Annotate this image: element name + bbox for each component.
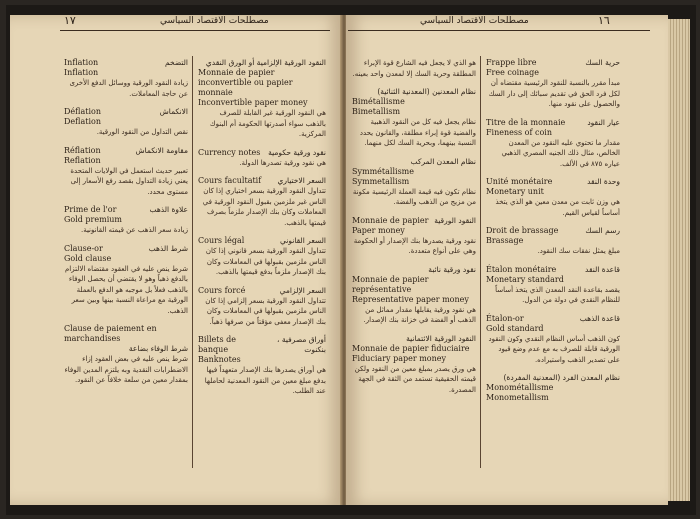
entry [486, 373, 620, 403]
entry-term-en: Paper money [352, 225, 405, 235]
entry [64, 58, 188, 99]
entry-term-en: Gold standard [486, 323, 544, 333]
entry [352, 58, 476, 79]
entry-term-fr: Clause-or [64, 243, 103, 253]
entry-term-ar: قاعدة الذهب [579, 313, 620, 323]
left-header-rule [60, 30, 330, 31]
entry-term-ar: السعر الإلزامي [279, 285, 326, 295]
entry [486, 265, 620, 306]
entry [486, 58, 620, 110]
entry [198, 58, 326, 140]
entry-term-fr: Cours forcé [198, 285, 246, 295]
left-page-column-left [64, 58, 188, 394]
entry-definition: تتداول النقود الورقية بسعر إلزامي إذا كان الناس ملزمين بقبولها في المعاملات وكان بنك الإصدار معفى مؤقتاً من صرفها ذهباً. [205, 296, 326, 326]
entry-definition: شرط ينص عليه في بعض العقود إزاء الاضطرابات النقدية وبه يلتزم المدين الوفاء بمقدار معين من سلعة خلافاً عن النقود. [64, 355, 188, 384]
entry-term-ar: مقاومة الانكماش [135, 145, 188, 155]
entry [352, 157, 476, 208]
entry-definition: هي النقود الورقية غير القابلة للصرف بالذهب سواء أصدرتها الحكومة أم البنوك المركزية. [209, 109, 326, 138]
entry [352, 265, 476, 326]
entry-term-fr: Symmétallisme [352, 166, 414, 176]
entry-term-ar: نقود ورقية حكومية [268, 147, 326, 157]
entry-term-fr: Unité monétaire [486, 177, 553, 186]
entry [486, 314, 620, 366]
entry-term-ar: السعر القانوني [280, 236, 326, 245]
entry-term-fr: Monnaie de papier représentative [352, 274, 429, 294]
entry-definition: هي وزن ثابت من معدن معين هو الذي يتخذ أساساً لقياس القيم. [495, 198, 620, 217]
entry-term-ar: أوراق مصرفية ، بنكنوت [277, 335, 326, 354]
entry-term-en: Deflation [64, 117, 101, 126]
right-column-divider [480, 56, 481, 468]
entry-term-en: Representative paper money [352, 294, 469, 304]
entry-term-ar: السعر الاختياري [277, 176, 326, 185]
entry-term-ar: وحدة النقد [587, 177, 620, 186]
entry-definition: مبلغ يمثل نفقات سك النقود. [537, 247, 620, 255]
entry-definition: هو الذي لا يجعل فيه الشارع قوة الإبراء المطلقة وحرية السك إلا لمعدن واحد بعينه. [352, 59, 476, 78]
entry-term-fr: Currency notes [198, 147, 261, 157]
entry-term-fr: Étalon-or [486, 313, 524, 323]
entry [486, 226, 620, 257]
entry-term-en: Banknotes [198, 355, 241, 364]
entry [352, 216, 476, 257]
entry-term-en: Free coinage [486, 68, 540, 77]
entry-term-fr: Monnaie de papier fiduciaire [352, 343, 470, 353]
entry-definition: تتداول النقود الورقية بسعر اختياري إذا كان الناس غير ملزمين بقبول النقود الورقية في المعاملات وكان بنك الإصدار ملزماً بصرف قيمتها بالذهب. [202, 187, 326, 227]
right-page-title: مصطلحات الاقتصاد السياسي [420, 16, 529, 26]
entry-definition: كون الذهب أساس النظام النقدي وكون النقود الورقية قابلة للصرف به مع عدم وضع قيود على تصدير الذهب واستيراده. [488, 334, 620, 364]
left-page-number: ١٧ [64, 14, 76, 27]
entry-term-fr: Monométallisme [486, 383, 554, 392]
entry [64, 324, 188, 386]
entry-term-fr: Prime de l'or [64, 205, 117, 214]
right-page-column-left [352, 58, 476, 403]
entry-definition: يقصد بقاعدة النقد المعدن الذي يتخذ أساساً للنظام النقدي في دولة من الدول. [495, 285, 620, 304]
entry-term-en: Monetary unit [486, 187, 544, 196]
entry-term-ar: شرط الوفاء بضاعة [128, 344, 188, 353]
entry-term-ar: علاوة الذهب [149, 205, 188, 214]
entry-term-fr: Billets de banque [198, 335, 237, 354]
entry-term-ar: عيار النقود [587, 117, 620, 127]
entry-term-fr: Droit de brassage [486, 226, 559, 235]
entry-term-en: Inconvertible paper money [198, 98, 308, 107]
entry-term-ar: النقود الورقية [434, 215, 476, 225]
right-header-rule [348, 30, 650, 31]
entry-term-ar: شرط الذهب [148, 243, 188, 253]
left-column-divider [192, 56, 193, 468]
entry-term-fr: Clause de paiement en marchandises [64, 324, 157, 343]
entry-term-en: Monetary standard [486, 274, 564, 284]
entry-term-ar: الانكماش [159, 107, 188, 116]
entry-definition: نظام يجعل فيه كل من النقود الذهبية والفضية قوة إبراء مطلقة، والقانون يحدد النسبة بينهما، وبحرية السك لكل منهما. [359, 118, 476, 147]
entry-term-en: Reflation [64, 155, 101, 165]
entry-definition: تتداول النقود الورقية بسعر قانوني إذا كان الناس ملزمين بقبولها في المعاملات وكان بنك الإصدار ملزماً بدفع قيمتها بالذهب. [205, 247, 326, 276]
entry-term-en: Monometallism [486, 393, 549, 402]
left-page-column-right [198, 58, 326, 405]
entry-definition: زيادة النقود الورقية ووسائل الدفع الأخرى عن حاجة المعاملات. [69, 79, 188, 98]
entry [198, 335, 326, 397]
entry-term-fr: Bimétallisme [352, 97, 405, 106]
entry-definition: نظام تكون فيه قيمة العملة الرئيسية مكونة من مزيج من الذهب والفضة. [352, 187, 476, 206]
entry-term-ar: قاعدة النقد [585, 264, 620, 274]
entry-definition: هي نقود ورقية تصدرها الدولة. [239, 158, 326, 167]
entry-definition: هي ورق يصدر بمبلغ معين من النقود ولكن قيمته الحقيقية تستمد من الثقة في الجهة المصدرة. [354, 364, 476, 394]
entry-term-ar: نظام المعدن المركب [410, 156, 476, 166]
page-edges [668, 19, 690, 501]
entry-definition: زيادة سعر الذهب عن قيمته القانونية. [80, 226, 188, 234]
entry [64, 146, 188, 198]
entry-term-fr: Monnaie de papier [352, 215, 429, 225]
entry [64, 244, 188, 317]
entry-definition: نقص التداول من النقود الورقية. [96, 128, 188, 136]
entry-term-en: Brassage [486, 236, 524, 245]
entry [486, 118, 620, 170]
entry [198, 176, 326, 228]
entry-definition: مبدأ مقرر بالنسبة للنقود الرئيسية مقتضاه أن لكل فرد الحق في تقديم سبائك إلى دار السك والحصول على نقود منها. [488, 79, 620, 108]
entry-term-en: Bimetallism [352, 107, 401, 116]
entry-term-ar: نظام المعدنين (المعدنية الثنائية) [377, 87, 476, 96]
entry-term-fr: Frappe libre [486, 58, 537, 67]
entry-term-fr: Monnaie de papier inconvertible ou papier monnaie [198, 68, 293, 97]
entry [64, 107, 188, 138]
entry-term-fr: Cours légal [198, 236, 245, 245]
entry-definition: شرط ينص عليه في العقود مقتضاه الالتزام بالدفع ذهباً وهو لا يقتضي أن يحصل الوفاء بالذهب فعلاً بل موجبه هو الدفع بالعملة الورقية مع مراعاة النسبة بينها وبين سعر الذهب. [64, 264, 188, 315]
entry-term-en: Fineness of coin [486, 127, 552, 137]
entry-term-ar: النقود الورقية الائتمانية [406, 333, 476, 343]
entry-term-ar: رسم السك [585, 226, 620, 235]
entry-term-en: Gold clause [64, 253, 112, 263]
entry [198, 148, 326, 169]
entry [352, 334, 476, 396]
entry-term-en: Inflation [64, 68, 99, 77]
entry-term-en: Symmetallism [352, 176, 410, 186]
entry-term-ar: نقود ورقية نائبة [428, 264, 476, 274]
right-page-number: ١٦ [598, 14, 610, 27]
entry-term-ar: النقود الورقية الإلزامية أو الورق النقدي [205, 58, 326, 67]
entry-term-ar: التضخم [165, 58, 188, 67]
entry [198, 286, 326, 328]
entry [198, 236, 326, 278]
entry-definition: هي أوراق يصدرها بنك الإصدار متعهداً فيها بدفع مبلغ معين من النقود المعدنية لحاملها عند الطلب. [204, 366, 326, 395]
entry-definition: مقدار ما تحتوي عليه النقود من المعدن الخالص، مثال ذلك الجنيه المصري الذهبي عياره ٨٧٥ في الألف. [501, 138, 620, 168]
entry-term-fr: Cours facultatif [198, 176, 262, 185]
entry-term-fr: Réflation [64, 145, 101, 155]
entry-term-fr: Titre de la monnaie [486, 117, 566, 127]
entry-term-fr: Déflation [64, 107, 101, 116]
right-page-column-right [486, 58, 620, 411]
entry-definition: تعبير حديث استعمل في الولايات المتحدة يعني زيادة التداول بقصد رفع الأسعار إلى مستوى محدد. [70, 166, 188, 196]
entry-definition: نقود ورقية يصدرها بنك الإصدار أو الحكومة وهي على أنواع متعددة. [353, 236, 476, 255]
entry-definition: هي نقود ورقية يقابلها مقدار مماثل من الذهب أو الفضة في خزانة بنك الإصدار. [363, 305, 476, 324]
entry-term-ar: حرية السك [585, 58, 620, 67]
entry [352, 87, 476, 149]
entry-term-en: Fiduciary paper money [352, 353, 446, 363]
entry [486, 177, 620, 218]
entry-term-fr: Étalon monétaire [486, 264, 557, 274]
entry-term-fr: Inflation [64, 58, 99, 67]
left-page-title: مصطلحات الاقتصاد السياسي [160, 16, 269, 26]
entry-term-en: Gold premium [64, 215, 122, 224]
entry [64, 205, 188, 236]
entry-term-ar: نظام المعدن الفرد (المعدنية المفردة) [503, 373, 620, 382]
